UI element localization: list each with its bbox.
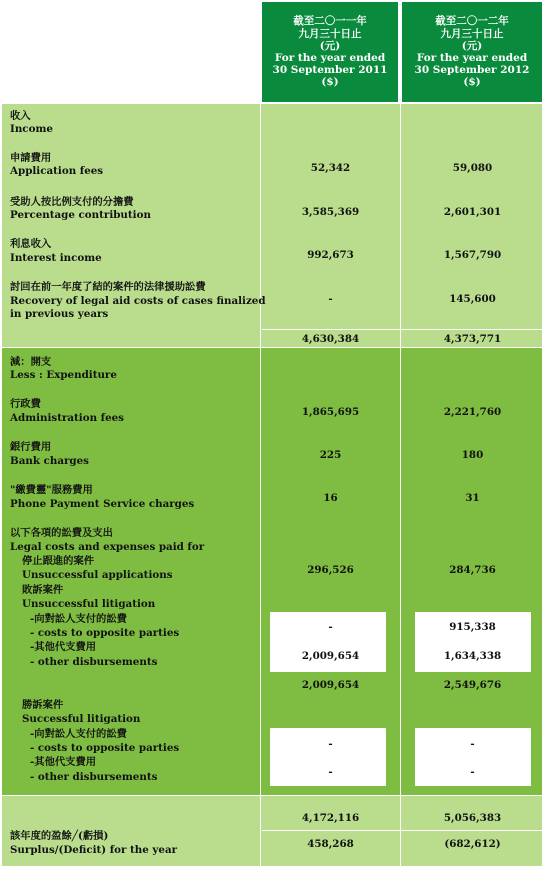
value-2011: 3,585,369 <box>301 206 360 218</box>
unsuccessful-applications-en: Unsuccessful applications <box>22 569 173 581</box>
value-2012: - <box>470 738 475 750</box>
value-2012: 31 <box>465 492 480 504</box>
value-2012: 180 <box>461 449 484 461</box>
value-2011: - <box>328 766 333 778</box>
row-label-en: - other disbursements <box>30 656 158 668</box>
income-heading-zh: 收入 <box>10 110 31 122</box>
column-header-2011 <box>262 2 398 102</box>
header-en-line: For the year ended <box>274 52 386 64</box>
value-2012: 145,600 <box>449 293 496 305</box>
header-en-line: 30 September 2012 <box>414 64 530 77</box>
header-en-line: ($) <box>321 76 339 89</box>
row-label-en: - costs to opposite parties <box>30 742 180 754</box>
value-2012: 1,634,338 <box>443 650 502 662</box>
value-2012: 915,338 <box>449 621 496 633</box>
row-label-zh: -其他代支費用 <box>30 641 97 653</box>
value-2012: 2,221,760 <box>443 406 502 418</box>
header-zh-line: (元) <box>319 39 341 52</box>
row-label-zh: 利息收入 <box>10 238 52 250</box>
value-2011: 992,673 <box>307 249 354 261</box>
row-label-en: Phone Payment Service charges <box>10 498 195 510</box>
value-2011: - <box>328 293 333 305</box>
value-2011: 1,865,695 <box>301 406 360 418</box>
expenditure-total-2011: 4,172,116 <box>301 812 360 824</box>
value-2011: 2,009,654 <box>301 679 360 691</box>
row-label-zh: -其他代支費用 <box>30 756 97 768</box>
column-divider <box>400 104 401 866</box>
income-total-2012: 4,373,771 <box>443 333 502 345</box>
row-label-en: Recovery of legal aid costs of cases finalized <box>10 295 266 307</box>
expenditure-heading-zh: 減：開支 <box>10 356 52 368</box>
row-label-zh: 銀行費用 <box>10 441 52 453</box>
unsuccessful-litigation-zh: 敗訴案件 <box>22 584 64 596</box>
row-label-en: Interest income <box>10 252 102 264</box>
header-zh-line: 截至二〇一一年 <box>293 15 367 28</box>
header-zh-line: (元) <box>461 39 483 52</box>
value-2011: 296,526 <box>307 564 354 576</box>
column-header-2012 <box>402 2 542 102</box>
header-zh-line: 截至二〇一二年 <box>435 15 509 28</box>
row-label-en: Administration fees <box>10 412 124 424</box>
row-label-zh: -向對訟人支付的訟費 <box>30 728 127 740</box>
result-2011: 458,268 <box>307 838 354 850</box>
header-zh-line: 九月三十日止 <box>298 27 362 40</box>
row-label-zh: 受助人按比例支付的分擔費 <box>10 196 134 208</box>
subtotal-rule <box>262 329 542 330</box>
row-label-en: - costs to opposite parties <box>30 627 180 639</box>
result-label-en: Surplus/(Deficit) for the year <box>10 844 178 856</box>
value-2012: - <box>470 766 475 778</box>
value-2011: - <box>328 621 333 633</box>
value-2012: 59,080 <box>452 162 493 174</box>
value-2011: 52,342 <box>310 162 351 174</box>
successful-litigation-en: Successful litigation <box>22 713 141 725</box>
header-en-line: ($) <box>463 76 481 89</box>
expenditure-total-2012: 5,056,383 <box>443 812 502 824</box>
header-en-line: For the year ended <box>416 52 528 64</box>
row-label-en: Bank charges <box>10 455 89 467</box>
value-2011: 2,009,654 <box>301 650 360 662</box>
income-total-2011: 4,630,384 <box>301 333 360 345</box>
legal-costs-en: Legal costs and expenses paid for <box>10 541 205 553</box>
unsuccessful-applications-zh: 停止跟進的案件 <box>22 555 95 567</box>
row-label-zh: 申請費用 <box>10 152 52 164</box>
result-label-zh: 該年度的盈餘╱(虧損) <box>10 830 109 842</box>
row-label-en: Application fees <box>10 165 104 177</box>
value-2012: 2,549,676 <box>443 679 502 691</box>
row-label-zh: "繳費靈"服務費用 <box>10 484 93 496</box>
column-divider <box>260 104 261 866</box>
successful-litigation-zh: 勝訴案件 <box>22 699 64 711</box>
value-2012: 2,601,301 <box>443 206 502 218</box>
value-2012: 1,567,790 <box>443 249 502 261</box>
value-2011: - <box>328 738 333 750</box>
legal-costs-zh: 以下各項的訟費及支出 <box>10 527 113 539</box>
row-label-zh: -向對訟人支付的訟費 <box>30 613 127 625</box>
result-2012: (682,612) <box>444 838 501 850</box>
row-label-en: - other disbursements <box>30 771 158 783</box>
value-2011: 16 <box>323 492 338 504</box>
value-2012: 284,736 <box>449 564 496 576</box>
value-2011: 225 <box>319 449 342 461</box>
row-label-en: Percentage contribution <box>10 209 151 221</box>
total-rule <box>262 830 542 831</box>
row-label-en: in previous years <box>10 308 109 320</box>
expenditure-heading-en: Less : Expenditure <box>10 369 117 381</box>
row-label-zh: 行政費 <box>10 398 41 410</box>
income-heading-en: Income <box>10 123 53 135</box>
header-en-line: 30 September 2011 <box>272 64 388 77</box>
header-zh-line: 九月三十日止 <box>440 27 504 40</box>
row-label-zh: 討回在前一年度了結的案件的法律援助訟費 <box>10 281 206 293</box>
unsuccessful-litigation-en: Unsuccessful litigation <box>22 598 156 610</box>
